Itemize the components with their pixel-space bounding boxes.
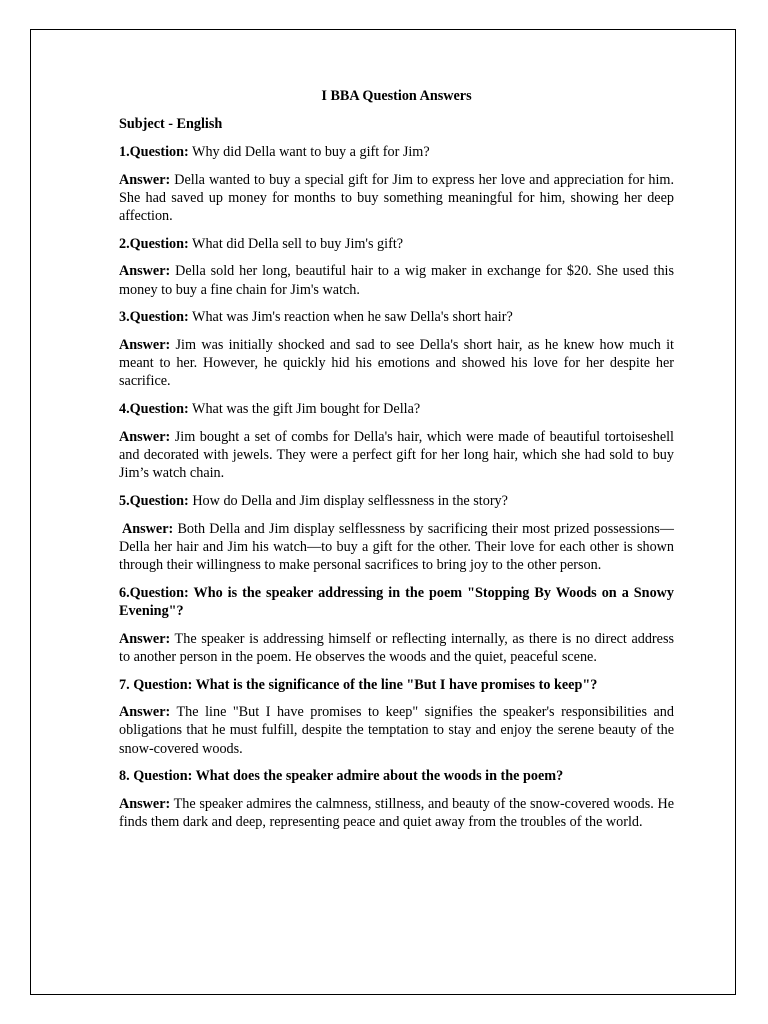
document-body [119,87,674,841]
answer-text: The speaker admires the calmness, stillness, and beauty of the snow-covered woods. He finds them dark and deep, representing peace and quiet away from the troubles of the world. [119,796,674,831]
answer-label: Answer: [119,796,171,813]
question-7 [119,676,674,694]
answer-text: Della wanted to buy a special gift for Jim to express her love and appreciation for him. She had saved up money for months to buy something meaningful for him, showing her deep affection. [119,171,674,225]
answer-4 [119,428,674,483]
question-label: 2.Question: [119,235,189,252]
question-label: 6.Question: [119,584,189,601]
question-1 [119,143,674,161]
question-text: What did Della sell to buy Jim's gift? [188,235,404,252]
question-label: 8. Question: [119,768,193,785]
question-text: What does the speaker admire about the woods in the poem? [192,768,564,785]
question-4 [119,400,674,418]
answer-text: Both Della and Jim display selflessness by sacrificing their most prized possessions—Della her hair and Jim his watch—to buy a gift for the other. Their love for each other is shown through their willingness to make personal sacrifices to bring joy to the other person. [119,520,674,574]
answer-label: Answer: [119,704,171,721]
answer-text: The line "But I have promises to keep" signifies the speaker's responsibilities and obligations that he must fulfill, despite the temptation to stay and enjoy the serene beauty of the snow-covered woods. [119,704,674,757]
question-text: Who is the speaker addressing in the poem "Stopping By Woods on a Snowy Evening"? [119,584,674,619]
answer-7 [119,703,674,758]
question-label: 1.Question: [119,143,189,160]
question-text: Why did Della want to buy a gift for Jim? [188,143,430,160]
answer-text: Jim was initially shocked and sad to see Della's short hair, as he knew how much it meant to her. However, he quickly hid his emotions and showed his love for her despite her sacrifice. [119,337,674,390]
document-subject: Subject - English [119,116,223,133]
answer-label: Answer: [119,171,171,188]
answer-label: Answer: [119,630,171,647]
answer-label: Answer: [119,428,171,445]
question-label: 3.Question: [119,309,189,326]
answer-label: Answer: [119,263,171,280]
answer-label: Answer: [122,520,174,537]
question-text: What is the significance of the line "But I have promises to keep"? [192,676,598,693]
question-6 [119,584,674,620]
question-text: What was the gift Jim bought for Della? [188,401,421,418]
question-8 [119,767,674,785]
question-2 [119,235,674,253]
answer-6 [119,630,674,666]
question-text: How do Della and Jim display selflessness in the story? [188,492,508,509]
answer-1 [119,171,674,226]
question-label: 4.Question: [119,401,189,418]
answer-5 [119,520,674,575]
question-label: 7. Question: [119,676,193,693]
answer-text: The speaker is addressing himself or reflecting internally, as there is no direct address to another person in the poem. He observes the woods and the quiet, peaceful scene. [119,630,674,665]
document-title: I BBA Question Answers [321,88,472,104]
question-5 [119,492,674,510]
answer-text: Jim bought a set of combs for Della's hair, which were made of beautiful tortoiseshell and decorated with jewels. They were a perfect gift for her long hair, which she had sold to buy Jim’s watch chain. [119,428,674,482]
answer-3 [119,336,674,391]
answer-2 [119,262,674,298]
question-3 [119,308,674,326]
answer-label: Answer: [119,337,171,354]
answer-8 [119,795,674,831]
question-text: What was Jim's reaction when he saw Della's short hair? [188,309,513,326]
question-label: 5.Question: [119,492,189,509]
answer-text: Della sold her long, beautiful hair to a wig maker in exchange for $20. She used this money to buy a fine chain for Jim's watch. [119,263,674,298]
